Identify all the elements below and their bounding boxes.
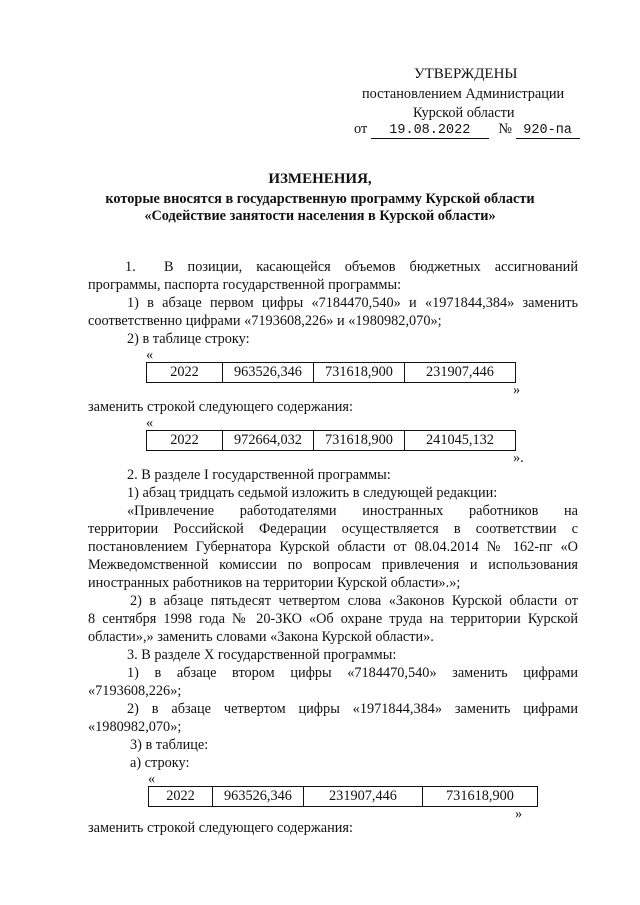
quote-open-1: « <box>146 347 154 363</box>
table-cell-col4: 241045,132 <box>405 431 516 451</box>
quote-close-2: ». <box>513 450 524 466</box>
replace-line-1: заменить строкой следующего содержания: <box>88 399 353 415</box>
table-cell-year: 2022 <box>147 431 223 451</box>
doc-title: ИЗМЕНЕНИЯ, <box>268 171 372 187</box>
table-cell-total: 963526,346 <box>213 787 304 807</box>
table-cell-col4: 731618,900 <box>423 787 538 807</box>
budget-table-section10 <box>148 786 538 807</box>
approved-heading: УТВЕРЖДЕНЫ <box>414 66 518 82</box>
quote-close-1: » <box>513 382 521 398</box>
table-cell-col3: 731618,900 <box>314 431 405 451</box>
p3-3-line: 3) в таблице: <box>130 737 209 753</box>
quote-open-3: « <box>148 771 156 787</box>
p2-2-line1: 2) в абзаце пятьдесят четвертом слова «Законов Курской области от <box>130 593 578 609</box>
p3-1-line1: 1) в абзаце втором цифры «7184470,540» заменить цифрами <box>127 665 578 681</box>
number-label: № <box>498 121 513 137</box>
table-cell-col3: 731618,900 <box>314 363 405 383</box>
p1-text: В позиции, касающейся объемов бюджетных ассигнований <box>164 259 578 275</box>
approval-date: 19.08.2022 <box>371 123 489 139</box>
p3-1-line2: «7193608,226»; <box>88 683 182 699</box>
p2-quote-line3: постановлением Губернатора Курской области от 08.04.2014 № 162-пг «О <box>88 539 578 555</box>
p1-2-line: 2) в таблице строку: <box>127 331 250 347</box>
p3-3a-line: а) строку: <box>130 755 190 771</box>
budget-table-new <box>146 430 516 451</box>
table-cell-col3: 231907,446 <box>304 787 423 807</box>
p1-1-line1: 1) в абзаце первом цифры «7184470,540» и «1971844,384» заменить <box>127 295 578 311</box>
table-row <box>149 787 538 807</box>
approval-number: 920-па <box>516 123 580 139</box>
quote-open-2: « <box>146 415 154 431</box>
p3-line: 3. В разделе X государственной программы: <box>127 647 397 663</box>
quote-close-3: » <box>515 806 523 822</box>
table-cell-col4: 231907,446 <box>405 363 516 383</box>
approval-ref <box>354 121 580 139</box>
p3-2-line1: 2) в абзаце четвертом цифры «1971844,384» заменить цифрами <box>127 701 578 717</box>
p2-2-line3: области»,» заменить словами «Закона Курской области». <box>88 629 434 645</box>
p2-quote-line5: иностранных работников на территории Курской области».»; <box>88 575 461 591</box>
p2-line: 2. В разделе I государственной программы: <box>127 467 391 483</box>
p1-line2: программы, паспорта государственной программы: <box>88 277 402 293</box>
table-cell-year: 2022 <box>149 787 213 807</box>
p2-quote-line4: Межведомственной комиссии по вопросам привлечения и использования <box>88 557 578 573</box>
p2-quote-line1: «Привлечение работодателями иностранных работников на <box>127 503 578 519</box>
replace-line-3: заменить строкой следующего содержания: <box>88 820 353 836</box>
table-row <box>147 363 516 383</box>
table-row <box>147 431 516 451</box>
table-cell-total: 972664,032 <box>223 431 314 451</box>
approved-line2: Курской области <box>413 105 515 121</box>
p3-2-line2: «1980982,070»; <box>88 719 182 735</box>
p2-2-line2: 8 сентября 1998 года № 20-ЗКО «Об охране труда на территории Курской <box>88 611 578 627</box>
from-label: от <box>354 121 368 137</box>
p1-1-line2: соответственно цифрами «7193608,226» и «1980982,070»; <box>88 313 442 329</box>
table-cell-year: 2022 <box>147 363 223 383</box>
budget-table-original <box>146 362 516 383</box>
doc-subtitle-1: которые вносятся в государственную программу Курской области <box>105 191 535 207</box>
table-cell-total: 963526,346 <box>223 363 314 383</box>
doc-subtitle-2: «Содействие занятости населения в Курской области» <box>144 208 496 224</box>
p2-quote-line2: территории Российской Федерации осуществляется в соответствии с <box>88 521 578 537</box>
approved-line1: постановлением Администрации <box>362 86 565 102</box>
p1-number: 1. <box>125 259 136 275</box>
p2-1-line: 1) абзац тридцать седьмой изложить в следующей редакции: <box>127 485 498 501</box>
